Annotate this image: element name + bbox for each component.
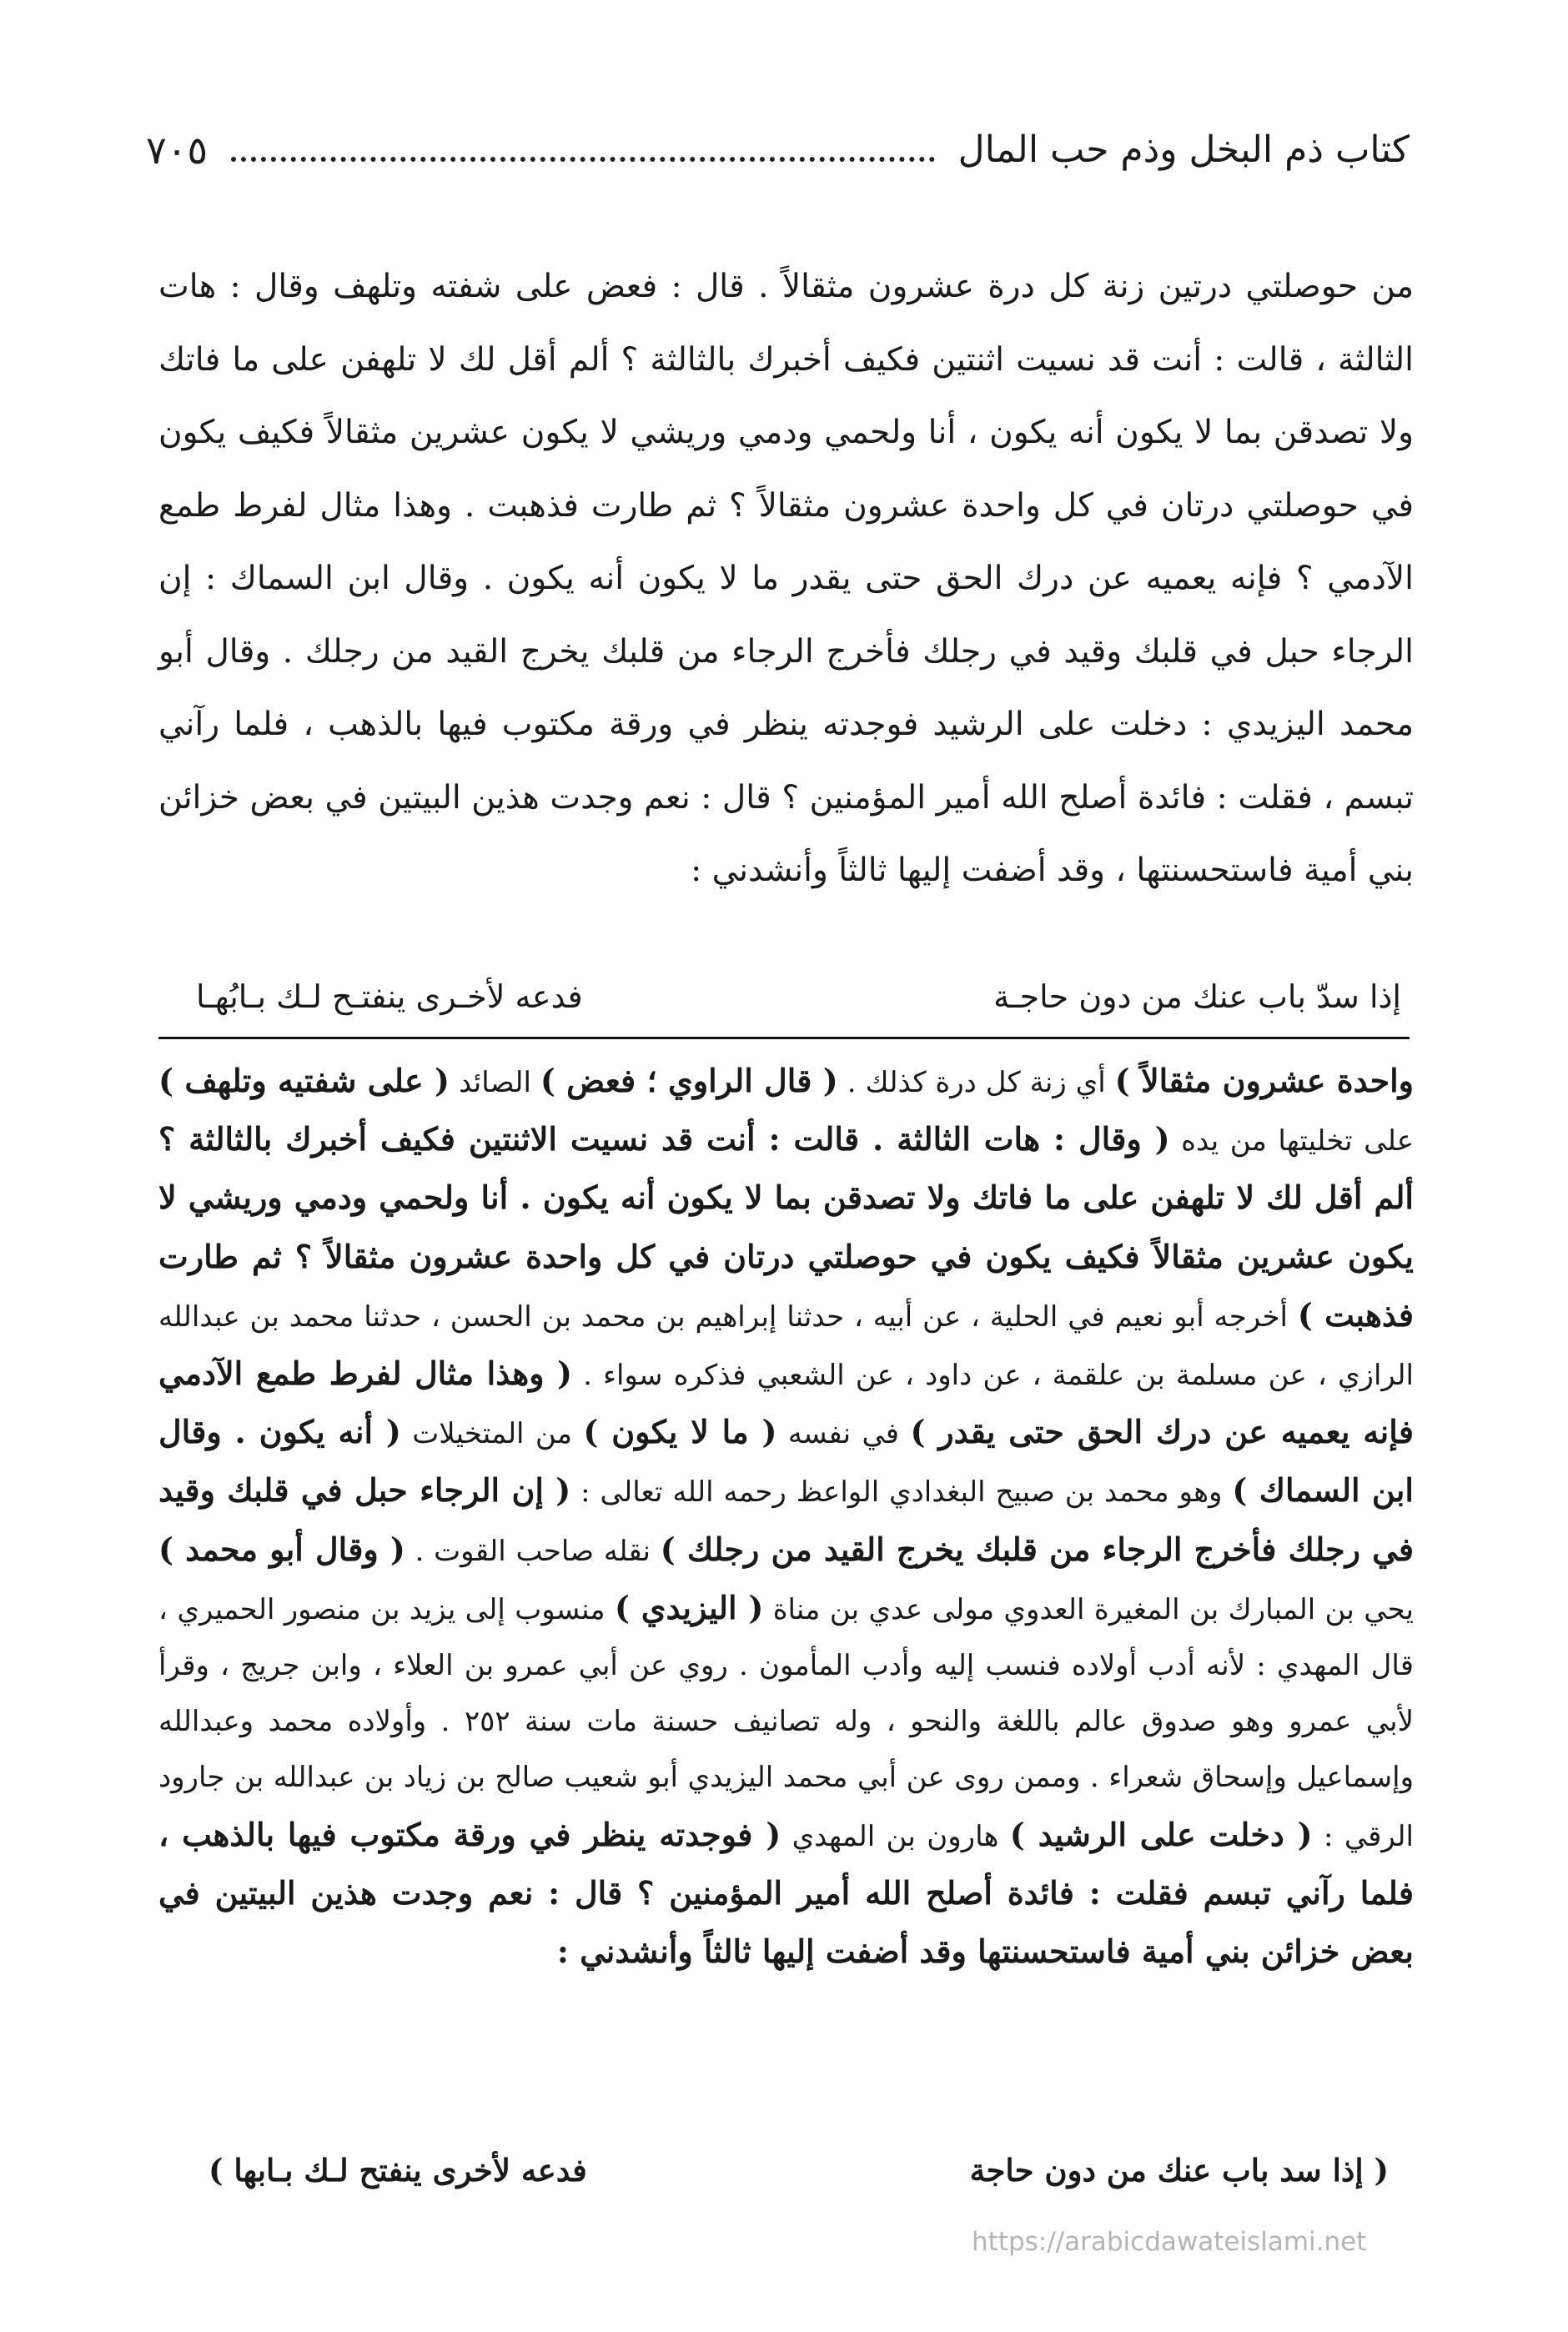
commentary-explanation: هارون بن المهدي <box>781 1819 1010 1853</box>
commentary-explanation: نقله صاحب القوت . <box>405 1534 661 1568</box>
commentary-quoted-text: ( إن الرجاء حبل في قلبك وقيد في رجلك فأخرج الرجاء من قلبك يخرج القيد من رجلك ) <box>158 1471 1414 1568</box>
commentary-quoted-text: ( اليزيدي ) <box>614 1588 764 1626</box>
commentary-quoted-text: ( دخلت على الرشيد ) <box>1009 1815 1313 1853</box>
main-verse <box>196 972 1401 1022</box>
commentary-explanation: من المتخيلات <box>400 1417 584 1451</box>
main-text <box>158 250 1414 907</box>
verse-second-hemistich: فدعه لأخـرى ينفتـح لـك بـابُهـا <box>196 978 583 1015</box>
chapter-title: كتاب ذم البخل وذم حب المال <box>957 128 1410 171</box>
commentary-quoted-text: ( فوجدته ينظر في ورقة مكتوب فيها بالذهب ، فلما رآني تبسم فقلت : فائدة أصلح الله أمير المؤمنين ؟ قال : نعم وجدت هذين البيتين في بعض خزائن بني أمية فاستحسنتها وقد أضفت إليها ثالثاً وأنشدني : <box>158 1815 1414 1971</box>
commentary-quoted-text: ( وقال أبو محمد ) <box>158 1530 405 1568</box>
commentary-quoted-text: ( قال الراوي ؛ فعض ) <box>540 1062 838 1099</box>
commentary-verse-first-hemistich: ( إذا سد باب عنك من دون حاجة <box>969 2152 1389 2189</box>
commentary-quoted-text: ( وهذا مثال لفرط طمع الآدمي فإنه يعميه عن درك الحق حتى يقدر ) <box>158 1354 1414 1451</box>
header-dotted-leader <box>231 138 934 162</box>
commentary-quoted-text: واحدة عشرون مثقالاً ) <box>1114 1062 1415 1099</box>
commentary-text <box>158 1053 1414 1982</box>
watermark-url: https://arabicdawateislami.net <box>972 2227 1367 2257</box>
page-header <box>146 117 1410 183</box>
commentary-quoted-text: ( وقال : هات الثالثة . قالت : أنت قد نسيت الاثنتين فكيف أخبرك بالثالثة ؟ ألم أقل لك لا تلهفن على ما فاتك ولا تصدقن بما لا يكون أنه يكون . أنا ولحمي ودمي وريشي لا يكون عشرين مثقالاً فكيف يكون في حوصلتي درتان في كل واحدة عشرون مثقالاً ؟ ثم طارت فذهبت ) <box>158 1120 1414 1334</box>
main-paragraph: من حوصلتي درتين زنة كل درة عشرون مثقالاً . قال : فعض على شفته وتلهف وقال : هات الثالثة ، قالت : أنت قد نسيت اثنتين فكيف أخبرك بالثالثة ؟ ألم أقل لك لا تلهفن على ما فاتك ولا تصدقن بما لا يكون أنه يكون ، أنا ولحمي ودمي وريشي لا يكون عشرين مثقالاً فكيف يكون في حوصلتي درتان في كل واحدة عشرون مثقالاً ؟ ثم طارت فذهبت . وهذا مثال لفرط طمع الآدمي ؟ فإنه يعميه عن درك الحق حتى يقدر ما لا يكون أنه يكون . وقال ابن السماك : إن الرجاء حبل في قلبك وقيد في رجلك فأخرج الرجاء من قلبك يخرج القيد من رجلك . وقال أبو محمد اليزيدي : دخلت على الرشيد فوجدته ينظر في ورقة مكتوب فيها بالذهب ، فلما رآني تبسم ، فقلت : فائدة أصلح الله أمير المؤمنين ؟ قال : نعم وجدت هذين البيتين في بعض خزائن بني أمية فاستحسنتها ، وقد أضفت إليها ثالثاً وأنشدني : <box>158 268 1414 889</box>
commentary-explanation: يحي بن المبارك بن المغيرة العدوي مولى عدي بن مناة <box>763 1592 1414 1626</box>
commentary-explanation: في نفسه <box>776 1417 911 1451</box>
commentary-quoted-text: ( ما لا يكون ) <box>583 1413 777 1451</box>
commentary-explanation: أخرجه أبو نعيم في الحلية ، عن أبيه ، حدثنا إبراهيم بن محمد بن الحسن ، حدثنا محمد بن عبدالله الرازي ، عن مسلمة بن علقمة ، عن داود ، عن الشعبي فذكره سواء . <box>158 1299 1414 1393</box>
page-number: ٧٠٥ <box>146 128 209 173</box>
commentary-explanation: الصائد <box>450 1066 540 1099</box>
commentary-explanation: منسوب إلى يزيد بن منصور الحميري ، قال المهدي : لأنه أدب أولاده فنسب إليه وأدب المأمون . روي عن أبي عمرو بن العلاء ، وابن جريج ، وقرأ لأبي عمرو وهو صدوق عالم باللغة والنحو ، وله تصانيف حسنة مات سنة ٢٥٢ . وأولاده محمد وعبدالله وإسماعيل وإسحاق شعراء . وممن روى عن أبي محمد اليزيدي أبو شعيب صالح بن زياد بن عبدالله بن جارود الرقي : <box>158 1592 1414 1853</box>
commentary-verse <box>209 2145 1389 2195</box>
commentary-explanation: أي زنة كل درة كذلك . <box>837 1066 1115 1099</box>
commentary-quoted-text: ( على شفتيه وتلهف ) <box>158 1062 450 1099</box>
verse-first-hemistich: إذا سدّ باب عنك من دون حاجـة <box>993 978 1401 1015</box>
commentary-explanation: وهو محمد بن صبيح البغدادي الواعظ رحمه الله تعالى : <box>570 1475 1233 1510</box>
commentary-quoted-text: ( أنه يكون . وقال ابن السماك ) <box>158 1413 1414 1510</box>
commentary-divider <box>158 1037 1410 1039</box>
commentary-paragraph <box>158 1053 1414 1982</box>
commentary-verse-second-hemistich: فدعه لأخرى ينفتح لـك بـابها ) <box>209 2152 587 2189</box>
commentary-explanation: على تخليتها من يده <box>1169 1124 1414 1158</box>
